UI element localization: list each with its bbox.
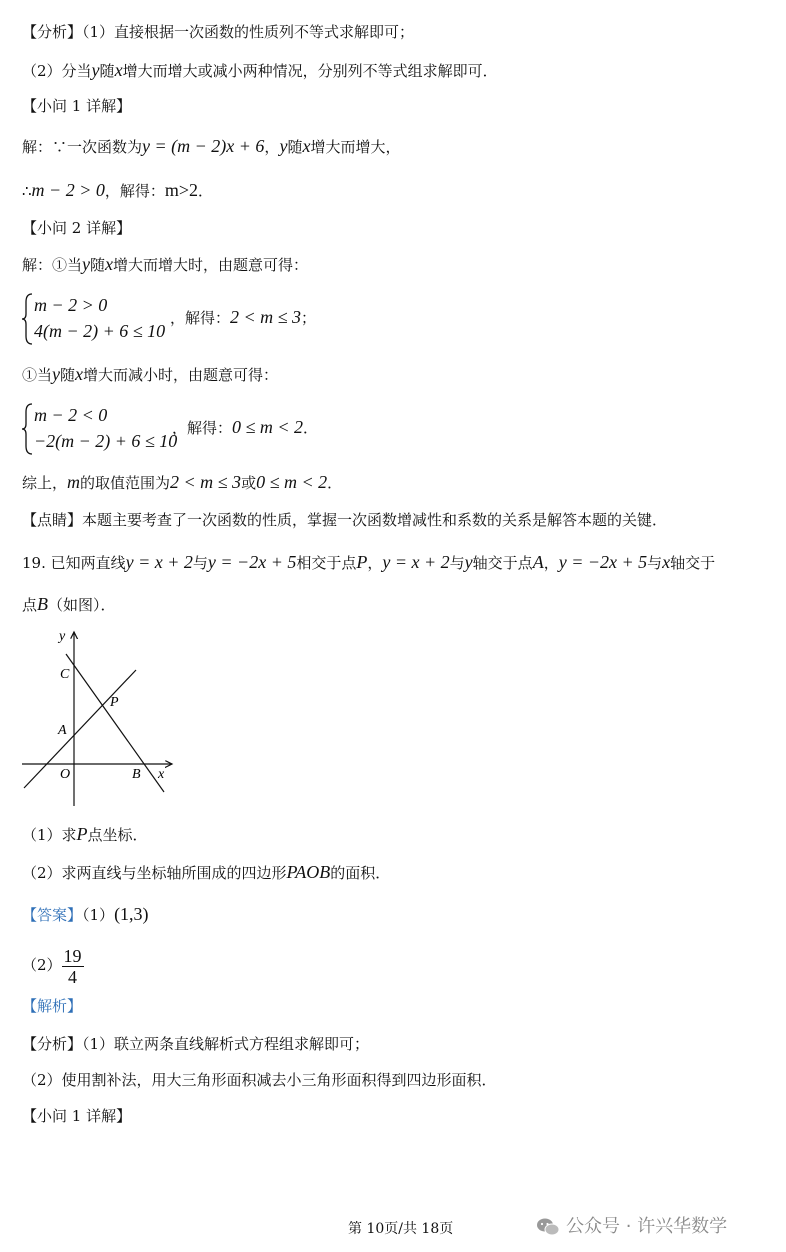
text: 或 [241, 474, 257, 492]
analysis-line-1 [22, 22, 414, 42]
text: （1） [82, 906, 115, 924]
var-y: y [464, 552, 473, 572]
var-x: x [105, 254, 114, 274]
text: 19. 已知两直线 [22, 554, 126, 572]
var-y: y [82, 254, 91, 274]
line-y-eq-minus-2x-plus-5 [66, 654, 164, 792]
text: 随 [287, 138, 303, 156]
inequality: m − 2 > 0 [31, 180, 105, 200]
text: 增大而增大， [310, 138, 401, 156]
analysis-text: （1）直接根据一次函数的性质列不等式求解即可； [82, 23, 415, 41]
text: ； [301, 309, 317, 327]
summary-line [22, 472, 342, 493]
point-C-label: C [60, 667, 70, 682]
brace-icon [22, 292, 34, 346]
text: 的取值范围为 [80, 474, 171, 492]
text: 与 [647, 554, 663, 572]
subquestion-2-title: 【小问 2 详解】 [22, 219, 132, 237]
answer-fraction [62, 946, 84, 987]
equation: y = (m − 2)x + 6 [142, 136, 265, 156]
text: ， [367, 554, 383, 572]
var-y: y [91, 60, 100, 80]
system-rows [34, 292, 165, 344]
text: 的面积． [330, 864, 391, 882]
text: 相交于点 [296, 554, 357, 572]
range-1: 2 < m ≤ 3 [170, 472, 242, 492]
inequality-system-2 [22, 402, 422, 456]
text: 与 [449, 554, 465, 572]
point-P-label: P [110, 695, 119, 710]
result: m>2 [164, 180, 199, 200]
answer-tag: 【答案】 [22, 906, 83, 924]
equation: y = x + 2 [382, 552, 450, 572]
analysis-line-2 [22, 60, 498, 81]
var-A: A [532, 552, 544, 572]
coordinate-figure [20, 624, 180, 810]
analysis-text: （2）分当 [22, 62, 92, 80]
text: 轴交于点 [472, 554, 533, 572]
q2-case-1 [22, 254, 308, 275]
problem-19-question-1 [22, 824, 148, 845]
y-axis-label: y [59, 629, 66, 644]
range-2: 0 ≤ m < 2 [256, 472, 328, 492]
text: 解：∵一次函数为 [22, 138, 143, 156]
text: （2） [22, 956, 62, 974]
var-P: P [356, 552, 368, 572]
var-x: x [302, 136, 311, 156]
text: ，解得： [172, 419, 233, 437]
solution-value: 2 < m ≤ 3 [230, 307, 302, 327]
analysis-text: 随 [99, 62, 115, 80]
solution-value: 0 ≤ m < 2 [232, 417, 304, 437]
inequality-system-1 [22, 292, 422, 346]
therefore-symbol: ∴ [22, 182, 32, 200]
subquestion-1-title: 【小问 1 详解】 [22, 97, 132, 115]
solution-tag: 【解析】 [22, 997, 83, 1015]
text: （如图）． [48, 596, 116, 614]
text: ， [264, 138, 280, 156]
text: ，解得： [170, 309, 231, 327]
text: 随 [60, 366, 76, 384]
origin-label: O [60, 767, 71, 782]
var-x: x [662, 552, 671, 572]
text: ，解得： [104, 182, 165, 200]
comment-line: 【点睛】本题主要考查了一次函数的性质，掌握一次函数增减性和系数的关系是解答本题的关键． [22, 511, 668, 529]
problem-19-statement-line-1 [22, 552, 715, 573]
text: ①当 [22, 366, 53, 384]
text: （2）求两直线与坐标轴所围成的四边形 [22, 864, 287, 882]
problem-19-analysis-2: （2）使用割补法，用大三角形面积减去小三角形面积得到四边形面积． [22, 1071, 497, 1089]
var-B: B [37, 594, 49, 614]
text: ． [303, 419, 319, 437]
problem-19-subquestion-1-title: 【小问 1 详解】 [22, 1107, 132, 1125]
equation: y = x + 2 [125, 552, 193, 572]
text: 随 [90, 256, 106, 274]
var-x: x [75, 364, 84, 384]
equation: y = −2x + 5 [558, 552, 648, 572]
q1-solution-line-2 [22, 180, 213, 201]
answer-line-1 [22, 904, 149, 925]
page-number: 第 10页/共 18页 [348, 1221, 454, 1237]
answer-value: (1,3) [114, 904, 149, 924]
text: ， [543, 554, 559, 572]
text: 点坐标． [87, 826, 148, 844]
var-m: m [67, 472, 81, 492]
problem-19-question-2 [22, 862, 390, 883]
var-y: y [52, 364, 61, 384]
text: 增大而增大时，由题意可得： [113, 256, 309, 274]
wechat-icon [536, 1217, 560, 1237]
problem-19-analysis-1: 【分析】（1）联立两条直线解析式方程组求解即可； [22, 1035, 370, 1053]
var-x: x [114, 60, 123, 80]
text: ． [327, 474, 343, 492]
text: 增大而减小时，由题意可得： [83, 366, 279, 384]
system-row: m − 2 < 0 [34, 405, 108, 425]
system-row: 4(m − 2) + 6 ≤ 10 [34, 321, 166, 341]
q2-case-2 [22, 364, 278, 385]
system-solution [172, 417, 318, 438]
problem-19-statement-line-2 [22, 594, 116, 615]
analysis-text: 增大而增大或减小两种情况，分别列不等式组求解即可． [122, 62, 498, 80]
system-row: −2(m − 2) + 6 ≤ 10 [34, 431, 178, 451]
denominator: 4 [68, 966, 78, 987]
system-rows [34, 402, 177, 454]
var-y: y [279, 136, 288, 156]
text: 点 [22, 596, 38, 614]
numerator: 19 [63, 945, 82, 966]
brace-icon [22, 402, 34, 456]
text: 解：①当 [22, 256, 83, 274]
text: 综上， [22, 474, 68, 492]
wechat-brand [536, 1212, 727, 1238]
text: （1）求 [22, 826, 77, 844]
system-solution [170, 307, 316, 328]
quadrilateral-name: PAOB [286, 862, 331, 882]
var-P: P [76, 824, 88, 844]
x-axis-label: x [158, 767, 165, 782]
point-A-label: A [58, 723, 67, 738]
text: 与 [192, 554, 208, 572]
analysis-tag: 【分析】 [22, 23, 83, 41]
equation: y = −2x + 5 [207, 552, 297, 572]
text: 轴交于 [670, 554, 716, 572]
brand-text: 公众号 · 许兴华数学 [566, 1216, 728, 1237]
text: ． [198, 182, 214, 200]
point-B-label: B [132, 767, 141, 782]
q1-solution-line-1 [22, 136, 400, 157]
answer-line-2 [22, 944, 84, 987]
system-row: m − 2 > 0 [34, 295, 108, 315]
